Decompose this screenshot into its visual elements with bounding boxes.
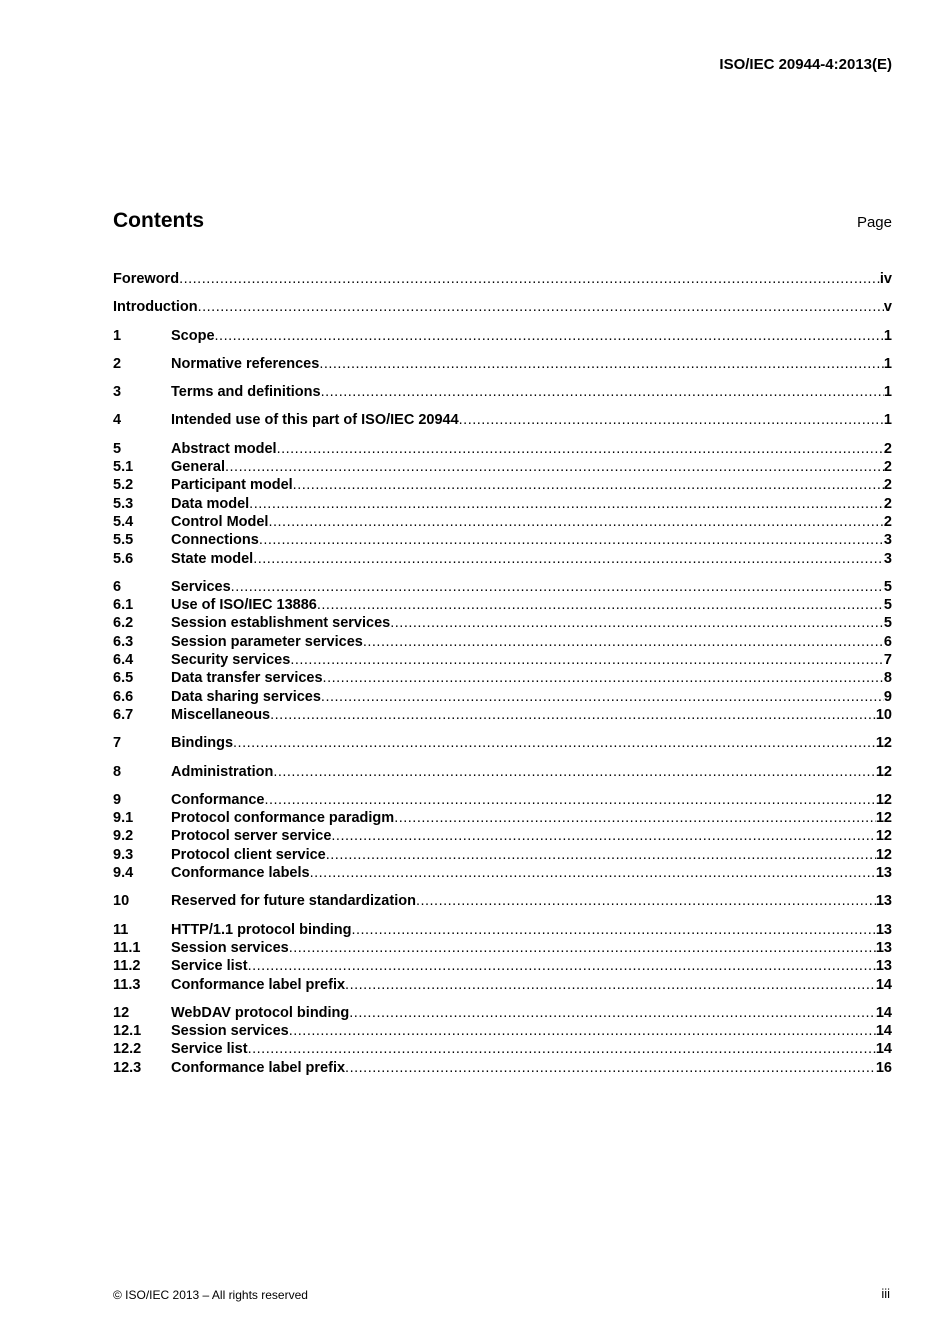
contents-title-row [113,209,892,233]
toc-entry-title: Protocol conformance paradigm [171,810,395,827]
toc-group [113,921,892,994]
toc-entry[interactable] [113,531,892,549]
toc-entry-page: 1 [883,327,892,344]
toc-entry-title: Use of ISO/IEC 13886 [171,597,317,614]
toc-entry-page: 13 [875,865,892,882]
toc-entry-number: 7 [113,735,122,752]
toc-entry-page: 5 [883,597,892,614]
toc-entry[interactable] [113,458,892,476]
toc-entry[interactable] [113,440,892,458]
toc-group [113,440,892,568]
toc-entry-page: 3 [883,550,892,567]
toc-entry-title: Conformance label prefix [171,976,346,993]
toc-entry[interactable] [113,383,892,401]
toc-entry[interactable] [113,939,892,957]
toc-dot-leader [268,513,883,531]
toc-group [113,763,892,781]
toc-entry[interactable] [113,734,892,752]
toc-entry-title: Miscellaneous [171,706,271,723]
toc-dot-leader [289,1022,876,1040]
toc-entry-title: Security services [171,652,291,669]
toc-entry[interactable] [113,957,892,975]
toc-entry[interactable] [113,921,892,939]
toc-entry-number: 3 [113,384,122,401]
toc-dot-leader [290,651,884,669]
toc-group [113,411,892,429]
toc-entry-page: 2 [883,477,892,494]
toc-entry-page: 1 [883,384,892,401]
toc-dot-leader [321,688,884,706]
toc-entry-title: Conformance labels [171,865,310,882]
toc-entry[interactable] [113,706,892,724]
toc-entry-number: 9.3 [113,846,134,863]
toc-entry[interactable] [113,791,892,809]
toc-entry[interactable] [113,688,892,706]
toc-entry-title: Participant model [171,477,293,494]
toc-dot-leader [323,669,884,687]
toc-entry-page: 2 [883,513,892,530]
toc-entry-number: 10 [113,893,130,910]
toc-entry-number: 11.3 [113,976,141,993]
toc-entry-title: Protocol client service [171,846,326,863]
toc-entry-number: 5.5 [113,532,134,549]
toc-dot-leader [231,578,884,596]
toc-entry-number: 8 [113,763,122,780]
toc-entry[interactable] [113,809,892,827]
toc-entry-number: 6.1 [113,597,134,614]
toc-dot-leader [233,734,876,752]
toc-entry[interactable] [113,476,892,494]
toc-entry-number: 9.2 [113,828,134,845]
toc-entry[interactable] [113,976,892,994]
toc-entry-number: 6.6 [113,688,134,705]
toc-dot-leader [345,1059,876,1077]
toc-entry-page: 13 [875,939,892,956]
toc-dot-leader [459,411,884,429]
toc-dot-leader [321,383,884,401]
toc-entry[interactable] [113,1022,892,1040]
toc-entry-title: Abstract model [171,440,277,457]
toc-entry-page: 14 [875,976,892,993]
toc-entry-title: Data transfer services [171,670,323,687]
toc-entry-number: 9 [113,791,122,808]
toc-dot-leader [319,355,884,373]
toc-entry-page: 14 [875,1041,892,1058]
toc-entry-page: 5 [883,578,892,595]
toc-dot-leader [416,892,876,910]
toc-entry-number: 12.1 [113,1023,142,1040]
toc-dot-leader [293,476,884,494]
toc-entry-page: 12 [875,810,892,827]
toc-entry-title: HTTP/1.1 protocol binding [171,921,352,938]
toc-group [113,355,892,373]
toc-entry-number: 11.1 [113,939,141,956]
toc-entry-title: Conformance label prefix [171,1059,346,1076]
toc-entry-page: 10 [875,706,892,723]
toc-entry-page: 2 [883,459,892,476]
toc-entry-page: 14 [875,1004,892,1021]
toc-entry-page: 12 [875,791,892,808]
toc-dot-leader [179,270,880,288]
toc-group [113,1004,892,1077]
toc-entry[interactable] [113,1040,892,1058]
table-of-contents [113,270,892,1087]
toc-entry[interactable] [113,846,892,864]
toc-entry-page: 3 [883,532,892,549]
toc-dot-leader [345,976,876,994]
toc-entry-page: 14 [875,1023,892,1040]
toc-entry[interactable] [113,1004,892,1022]
toc-entry-title: Data sharing services [171,688,321,705]
toc-entry[interactable] [113,327,892,345]
toc-dot-leader [390,614,884,632]
toc-entry[interactable] [113,864,892,882]
toc-entry-page: v [883,299,892,316]
toc-entry-number: 12 [113,1004,130,1021]
toc-entry-title: State model [171,550,254,567]
toc-dot-leader [394,809,876,827]
toc-entry-title: Terms and definitions [171,384,321,401]
toc-entry-number: 9.1 [113,810,134,827]
toc-entry-title: Protocol server service [171,828,332,845]
toc-entry-number: 5.2 [113,477,134,494]
toc-entry-page: 1 [883,412,892,429]
toc-entry-number: 5.1 [113,459,134,476]
page-number-footer: iii [881,1286,890,1301]
toc-entry-title: General [171,459,225,476]
toc-group [113,327,892,345]
toc-entry-number: 12.2 [113,1041,142,1058]
toc-group [113,298,892,316]
toc-entry-title: Connections [171,532,259,549]
toc-entry-page: 12 [875,828,892,845]
toc-entry[interactable] [113,1059,892,1077]
contents-title: Contents [113,209,204,232]
toc-entry-number: 2 [113,355,122,372]
toc-entry-title: Conformance [171,791,265,808]
toc-entry-title: Scope [171,327,215,344]
toc-entry-page: 13 [875,958,892,975]
toc-entry-number: 5 [113,440,122,457]
toc-dot-leader [326,846,876,864]
toc-entry[interactable] [113,495,892,513]
toc-dot-leader [215,327,884,345]
toc-entry-page: 6 [883,633,892,650]
toc-entry-page: 7 [883,652,892,669]
toc-entry-page: 2 [883,495,892,512]
toc-entry-number: 6.5 [113,670,134,687]
toc-entry-title: Bindings [171,735,234,752]
toc-entry-number: 12.3 [113,1059,142,1076]
toc-entry-number: 11 [113,921,129,938]
toc-entry-title: Service list [171,958,248,975]
toc-entry-page: 9 [883,688,892,705]
toc-entry-page: 12 [875,735,892,752]
toc-dot-leader [270,706,876,724]
toc-dot-leader [253,550,884,568]
toc-entry-title: Intended use of this part of ISO/IEC 20944 [171,412,459,429]
toc-entry[interactable] [113,651,892,669]
toc-entry[interactable] [113,411,892,429]
toc-entry-title: Administration [171,763,274,780]
toc-group [113,578,892,724]
toc-entry-number: 6 [113,578,122,595]
toc-entry-number: 1 [113,327,122,344]
toc-entry-number: 6.3 [113,633,134,650]
copyright-footer: © ISO/IEC 2013 – All rights reserved [113,1288,308,1302]
toc-entry[interactable] [113,633,892,651]
toc-entry-title: Data model [171,495,250,512]
toc-entry[interactable] [113,892,892,910]
toc-dot-leader [310,864,876,882]
toc-dot-leader [277,440,884,458]
toc-dot-leader [264,791,875,809]
toc-entry[interactable] [113,578,892,596]
toc-entry[interactable] [113,827,892,845]
toc-dot-leader [249,495,884,513]
toc-dot-leader [349,1004,876,1022]
toc-entry[interactable] [113,596,892,614]
toc-entry[interactable] [113,298,892,316]
toc-group [113,383,892,401]
toc-entry-page: 13 [875,921,892,938]
toc-dot-leader [331,827,875,845]
toc-entry-page: 13 [875,893,892,910]
toc-entry-page: 5 [883,615,892,632]
toc-entry-page: iv [879,271,892,287]
toc-entry-title: Session services [171,1023,289,1040]
toc-group [113,734,892,752]
toc-dot-leader [259,531,884,549]
toc-entry-title: Session services [171,939,289,956]
toc-entry-page: 16 [875,1059,892,1076]
toc-dot-leader [248,957,876,975]
toc-dot-leader [317,596,884,614]
toc-dot-leader [225,458,884,476]
toc-entry[interactable] [113,550,892,568]
toc-group [113,270,892,288]
toc-entry-title: Introduction [113,299,198,316]
toc-entry-title: Foreword [113,271,180,287]
toc-dot-leader [248,1040,876,1058]
toc-entry[interactable] [113,763,892,781]
toc-entry[interactable] [113,614,892,632]
toc-entry[interactable] [113,270,892,288]
toc-entry-title: Session establishment services [171,615,391,632]
toc-group [113,892,892,910]
toc-dot-leader [273,763,876,781]
toc-entry-title: Session parameter services [171,633,363,650]
toc-dot-leader [363,633,884,651]
toc-entry-page: 12 [875,763,892,780]
toc-entry-title: Services [171,578,231,595]
toc-entry-number: 4 [113,412,122,429]
document-id-header: ISO/IEC 20944-4:2013(E) [719,56,892,73]
toc-entry-number: 5.6 [113,550,134,567]
toc-entry-title: Normative references [171,355,320,372]
page-column-label: Page [856,214,892,231]
toc-entry-number: 5.4 [113,513,134,530]
toc-entry-title: Reserved for future standardization [171,893,416,910]
toc-entry[interactable] [113,355,892,373]
toc-entry-number: 9.4 [113,865,134,882]
toc-entry-title: Service list [171,1041,248,1058]
toc-entry[interactable] [113,669,892,687]
toc-dot-leader [198,298,884,316]
toc-dot-leader [289,939,876,957]
toc-entry-number: 5.3 [113,495,134,512]
toc-dot-leader [351,921,875,939]
toc-entry[interactable] [113,513,892,531]
toc-entry-page: 1 [883,355,892,372]
toc-entry-page: 8 [883,670,892,687]
toc-entry-title: WebDAV protocol binding [171,1004,350,1021]
toc-entry-number: 6.7 [113,706,134,723]
toc-entry-number: 6.2 [113,615,134,632]
toc-entry-page: 2 [883,440,892,457]
toc-entry-title: Control Model [171,513,269,530]
toc-entry-page: 12 [875,846,892,863]
toc-entry-number: 6.4 [113,652,134,669]
toc-entry-number: 11.2 [113,958,141,975]
toc-group [113,791,892,882]
